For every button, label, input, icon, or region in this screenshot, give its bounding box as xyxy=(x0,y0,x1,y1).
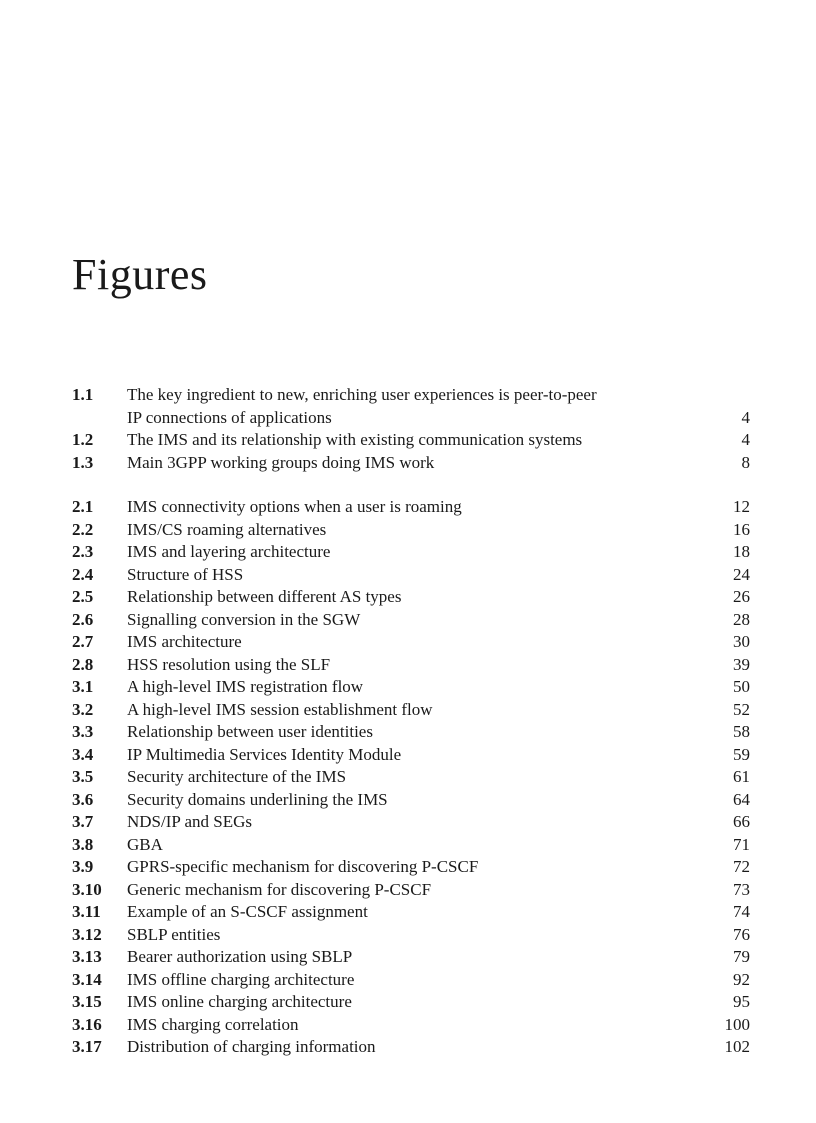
figure-caption xyxy=(127,1014,680,1037)
page-number: 4 xyxy=(741,430,750,449)
figure-entry xyxy=(72,744,750,767)
figure-number: 3.8 xyxy=(72,834,94,854)
figure-entry xyxy=(72,564,750,587)
figure-caption xyxy=(127,924,680,947)
figure-entry xyxy=(72,541,750,564)
figure-caption-line: IMS/CS roaming alternatives xyxy=(127,519,327,539)
page-number: 102 xyxy=(724,1037,750,1056)
figure-number: 3.4 xyxy=(72,744,94,764)
page-number: 26 xyxy=(733,587,750,606)
figure-caption-line: HSS resolution using the SLF xyxy=(127,654,331,674)
figure-caption xyxy=(127,879,680,902)
figure-entry xyxy=(72,1014,750,1037)
page-number: 71 xyxy=(733,834,750,854)
figure-entry xyxy=(72,789,750,812)
figure-entry xyxy=(72,654,750,677)
figure-caption xyxy=(127,586,680,609)
page-number: 12 xyxy=(733,497,750,516)
figure-caption-line: The key ingredient to new, enriching user experiences is peer-to-peer xyxy=(127,385,597,404)
figure-entry xyxy=(72,721,750,744)
figure-number: 3.14 xyxy=(72,969,102,989)
page-number: 73 xyxy=(733,879,750,899)
page-number: 95 xyxy=(733,992,750,1011)
figure-number: 2.8 xyxy=(72,654,94,674)
figure-entry xyxy=(72,699,750,722)
page-number: 52 xyxy=(733,699,750,719)
figure-caption xyxy=(127,384,680,429)
page-number: 59 xyxy=(733,744,750,764)
figure-entry xyxy=(72,631,750,654)
figure-caption-line: Security architecture of the IMS xyxy=(127,767,347,786)
figure-caption-line: The IMS and its relationship with existing communication systems xyxy=(127,430,583,449)
figure-number: 2.6 xyxy=(72,609,94,629)
figure-entry xyxy=(72,519,750,542)
figure-caption xyxy=(127,901,680,924)
figure-caption-line: Distribution of charging information xyxy=(127,1037,376,1056)
figure-caption-line: Example of an S-CSCF assignment xyxy=(127,902,368,921)
figure-caption xyxy=(127,834,680,857)
figure-entry xyxy=(72,496,750,519)
figure-number: 3.7 xyxy=(72,812,94,831)
page-title: Figures xyxy=(72,250,208,299)
page-number: 18 xyxy=(733,542,750,561)
figure-caption xyxy=(127,609,680,632)
page-number: 8 xyxy=(741,452,750,472)
figure-number: 1.2 xyxy=(72,430,94,449)
figure-number: 3.5 xyxy=(72,767,94,786)
figure-entry xyxy=(72,924,750,947)
figure-caption-line: IMS architecture xyxy=(127,632,242,651)
figure-number: 1.3 xyxy=(72,452,94,472)
figure-entry xyxy=(72,384,750,429)
figure-entry xyxy=(72,879,750,902)
page-number: 61 xyxy=(733,767,750,786)
figure-caption xyxy=(127,946,680,969)
figure-number: 1.1 xyxy=(72,385,94,404)
figure-number: 3.10 xyxy=(72,879,102,899)
figure-caption-line: IMS offline charging architecture xyxy=(127,969,355,989)
figure-caption xyxy=(127,991,680,1014)
page-number: 58 xyxy=(733,722,750,741)
figure-caption-line: Relationship between user identities xyxy=(127,722,373,741)
figure-caption-line: IP Multimedia Services Identity Module xyxy=(127,744,402,764)
figure-number: 2.1 xyxy=(72,497,94,516)
figure-entry xyxy=(72,676,750,699)
figure-caption xyxy=(127,1036,680,1059)
page-number: 66 xyxy=(733,812,750,831)
figure-caption-line: NDS/IP and SEGs xyxy=(127,812,252,831)
figure-caption-line: A high-level IMS registration flow xyxy=(127,677,364,696)
page-number: 28 xyxy=(733,609,750,629)
figure-caption-line: IMS connectivity options when a user is roaming xyxy=(127,497,462,516)
figure-caption xyxy=(127,676,680,699)
figure-caption-line: IMS charging correlation xyxy=(127,1014,299,1034)
figure-caption xyxy=(127,789,680,812)
figure-caption xyxy=(127,856,680,879)
figure-caption xyxy=(127,699,680,722)
figure-entry xyxy=(72,991,750,1014)
figure-entry xyxy=(72,901,750,924)
figure-caption-line: Generic mechanism for discovering P-CSCF xyxy=(127,879,432,899)
figure-number: 3.11 xyxy=(72,902,101,921)
figure-entry xyxy=(72,856,750,879)
page-number: 24 xyxy=(733,564,750,584)
figure-caption xyxy=(127,564,680,587)
figure-entry xyxy=(72,811,750,834)
figure-caption xyxy=(127,654,680,677)
figure-caption-line: SBLP entities xyxy=(127,924,221,944)
figure-entry xyxy=(72,429,750,452)
figure-number: 3.16 xyxy=(72,1014,102,1034)
figure-entry xyxy=(72,452,750,475)
figure-caption-line: IMS and layering architecture xyxy=(127,542,331,561)
page-number: 4 xyxy=(741,407,750,427)
page-number: 72 xyxy=(733,857,750,876)
figure-caption xyxy=(127,744,680,767)
figure-caption xyxy=(127,429,680,452)
figure-number: 3.17 xyxy=(72,1037,102,1056)
figure-entry xyxy=(72,609,750,632)
figure-number: 2.7 xyxy=(72,632,94,651)
figure-caption-line: GPRS-specific mechanism for discovering P-CSCF xyxy=(127,857,479,876)
figure-entry xyxy=(72,1036,750,1059)
figure-number: 3.2 xyxy=(72,699,94,719)
figure-caption-line: Bearer authorization using SBLP xyxy=(127,947,353,966)
figure-caption-line: IP connections of applications xyxy=(127,407,332,427)
figure-caption-line: Structure of HSS xyxy=(127,564,244,584)
figure-caption xyxy=(127,519,680,542)
figure-entry xyxy=(72,834,750,857)
page-number: 76 xyxy=(733,924,750,944)
page-number: 74 xyxy=(733,902,750,921)
figure-entry xyxy=(72,586,750,609)
page-number: 30 xyxy=(733,632,750,651)
figure-caption xyxy=(127,452,680,475)
figure-caption xyxy=(127,631,680,654)
page-number: 50 xyxy=(733,677,750,696)
figure-caption-line: GBA xyxy=(127,834,163,854)
figure-list xyxy=(72,384,750,1059)
figure-caption xyxy=(127,811,680,834)
page-number: 39 xyxy=(733,654,750,674)
figure-caption-line: Signalling conversion in the SGW xyxy=(127,609,361,629)
figure-caption-line: A high-level IMS session establishment flow xyxy=(127,699,433,719)
figure-caption xyxy=(127,721,680,744)
figure-caption-line: Security domains underlining the IMS xyxy=(127,789,388,809)
figure-number: 2.4 xyxy=(72,564,94,584)
figure-caption xyxy=(127,969,680,992)
figure-number: 2.5 xyxy=(72,587,94,606)
figure-number: 3.1 xyxy=(72,677,94,696)
figure-caption xyxy=(127,766,680,789)
figure-caption xyxy=(127,541,680,564)
figure-caption-line: Main 3GPP working groups doing IMS work xyxy=(127,452,435,472)
figure-entry xyxy=(72,946,750,969)
page-number: 100 xyxy=(724,1014,750,1034)
figure-number: 2.3 xyxy=(72,542,94,561)
figure-caption xyxy=(127,496,680,519)
page-number: 16 xyxy=(733,519,750,539)
figure-entry xyxy=(72,766,750,789)
figure-number: 3.12 xyxy=(72,924,102,944)
page-number: 79 xyxy=(733,947,750,966)
figure-number: 3.3 xyxy=(72,722,94,741)
figure-number: 3.15 xyxy=(72,992,102,1011)
figure-caption-line: IMS online charging architecture xyxy=(127,992,352,1011)
page-number: 92 xyxy=(733,969,750,989)
page-number: 64 xyxy=(733,789,750,809)
figure-number: 3.6 xyxy=(72,789,94,809)
figure-number: 2.2 xyxy=(72,519,94,539)
figure-caption-line: Relationship between different AS types xyxy=(127,587,402,606)
figure-entry xyxy=(72,969,750,992)
figure-number: 3.9 xyxy=(72,857,94,876)
figure-number: 3.13 xyxy=(72,947,102,966)
